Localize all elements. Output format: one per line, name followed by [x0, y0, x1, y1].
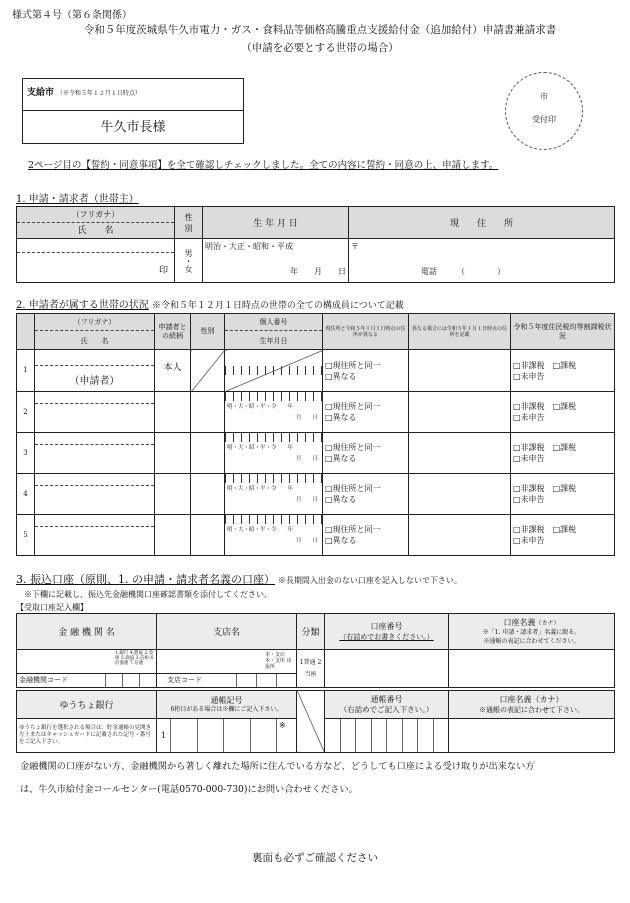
era-options: 明・大・昭・平・令 年 [227, 445, 294, 451]
account-no-label: 口座番号 [370, 621, 403, 631]
member-id-birth-field[interactable] [225, 392, 323, 433]
yucho-void-cell [297, 691, 325, 753]
table-row [17, 433, 615, 474]
holder-note2: ※通帳の表記に合わせてください。 [483, 637, 580, 645]
bank-name-field[interactable] [17, 650, 157, 688]
opt-unfiled[interactable]: □未申告 [513, 371, 545, 381]
sex-label: 性 別 [175, 207, 203, 239]
opt-tax[interactable]: □課税 [552, 484, 577, 493]
md-label: 月 日 [295, 538, 318, 544]
postal-mark: 〒 [351, 242, 359, 251]
household-table [16, 313, 615, 556]
hh-furigana-label: （フリガナ） [35, 318, 154, 331]
seal-mark: 印 [158, 266, 168, 276]
holder-kana: （カナ） [535, 619, 560, 627]
member-id-birth-field[interactable] [225, 515, 323, 556]
applicant-marker: （申請者） [69, 376, 120, 387]
relation-field[interactable] [155, 433, 191, 474]
back-note: 裏面も必ずご確認ください [252, 852, 378, 864]
footer-para1: 金融機関の口座がない方、金融機関から著しく離れた場所に住んでいる方など、どうしても口座による受け取りが出来ない方 [20, 761, 535, 772]
address-field[interactable] [349, 239, 615, 283]
other-address-field[interactable] [409, 474, 511, 515]
branch-label: 支店名 [157, 614, 297, 650]
holder-field[interactable] [449, 650, 615, 688]
table-row [17, 392, 615, 433]
tsucho-no-field[interactable] [325, 719, 449, 753]
account-no-note: （右詰めでお書きください。） [339, 632, 434, 641]
table-row [17, 474, 615, 515]
table-row [17, 515, 615, 556]
section2-heading-line [16, 296, 404, 311]
relation-field[interactable] [155, 515, 191, 556]
footer-para2: は、牛久市給付金コールセンター(電話0570-000-730)にお問い合わせください。 [20, 784, 358, 795]
sex-options[interactable]: 男・女 [175, 239, 203, 283]
kigo-field[interactable] [157, 719, 297, 753]
row-number: 4 [17, 474, 35, 515]
opt-nontax[interactable]: □非課税 [513, 525, 545, 534]
hh-sex-label: 性別 [191, 314, 225, 350]
hh-name-label: 氏 名 [80, 336, 109, 345]
branch-code-label: 支店コード [167, 676, 202, 684]
opt-unfiled[interactable]: □未申告 [513, 536, 545, 545]
yucho-holder-label: 口座名義（カナ） [499, 694, 564, 704]
other-address-field[interactable] [409, 433, 511, 474]
era-options: 明治・大正・昭和・平成 [205, 242, 293, 251]
opt-nontax[interactable]: □非課税 [513, 360, 545, 370]
relation-field[interactable] [155, 474, 191, 515]
reception-stamp [505, 72, 583, 150]
member-name-field[interactable] [35, 392, 155, 433]
sex-field[interactable] [191, 392, 225, 433]
opt-diff-address[interactable]: □異なる [325, 371, 357, 381]
row-number: 1 [17, 350, 35, 392]
opt-same-address[interactable]: □現住所と同一 [325, 525, 381, 534]
birth-field[interactable] [203, 239, 349, 283]
yucho-holder-field[interactable] [449, 719, 615, 753]
addressee-box [22, 78, 244, 144]
row-number: 3 [17, 433, 35, 474]
row-number: 2 [17, 392, 35, 433]
applicant-name-field[interactable] [17, 239, 175, 283]
opt-diff-address[interactable]: □異なる [325, 495, 357, 504]
account-bracket-label: 【受取口座記入欄】 [16, 603, 88, 612]
kigo-note: 6桁目がある場合は※欄にご記入下さい。 [170, 705, 283, 713]
opt-unfiled[interactable]: □未申告 [513, 454, 545, 463]
holder-label: 口座名義 [503, 617, 536, 627]
account-no-field[interactable] [325, 650, 449, 688]
form-number: 様式第４号（第６条関係） [12, 10, 132, 21]
member-id-field[interactable] [225, 350, 323, 392]
birth-label: 生 年 月 日 [203, 207, 349, 239]
opt-diff-address[interactable]: □異なる [325, 536, 357, 545]
member-name-field[interactable] [35, 515, 155, 556]
other-address-field[interactable] [409, 350, 511, 392]
section3-subnote: ※下欄に記載し、振込先金融機関口座確認書類を添付してください。 [24, 590, 272, 599]
opt-diff-address[interactable]: □異なる [325, 413, 357, 422]
opt-tax[interactable]: □課税 [552, 360, 577, 370]
sex-field[interactable] [191, 515, 225, 556]
branch-kind-options: 本・支店 本・支所 出張所 [265, 652, 292, 670]
opt-unfiled[interactable]: □未申告 [513, 495, 545, 504]
name-label: 氏 名 [77, 226, 114, 236]
hh-relation-label: 申請者との続柄 [155, 314, 191, 350]
confirm-statement: 2ページ目の【誓約・同意事項】を全て確認しチェックしました。全ての内容に誓約・同意の上、申請します。 [28, 160, 499, 171]
relation-self: 本人 [155, 350, 191, 392]
ymd-label: 年 月 日 [290, 267, 346, 276]
era-options: 明・大・昭・平・令 年 [227, 486, 294, 492]
yucho-instructions: ゆうちょ銀行を選択される場合は、貯金通帳の見開き左上またはキャッシュカードに記載された記号・番号をご記入下さい。 [17, 719, 157, 753]
opt-unfiled[interactable]: □未申告 [513, 413, 545, 422]
row-number: 5 [17, 515, 35, 556]
sex-field[interactable] [191, 433, 225, 474]
member-id-birth-field[interactable] [225, 433, 323, 474]
opt-tax[interactable]: □課税 [552, 402, 577, 411]
md-label: 月 日 [295, 415, 318, 421]
opt-diff-address[interactable]: □異なる [325, 454, 357, 463]
bank-code-label: 金融機関コード [19, 676, 68, 684]
kigo-prefix: 1 [157, 719, 171, 752]
sex-cell-void [191, 350, 225, 392]
member-name-field[interactable] [35, 474, 155, 515]
section3-heading-line [16, 571, 462, 587]
section3-heading: 3. 振込口座（原則、1. の申請・請求者名義の口座） [16, 573, 275, 586]
holder-note1: ※「1. 申請・請求者」名義に限る。 [482, 628, 581, 636]
form-subtitle: （申請を必要とする世帯の場合） [241, 42, 399, 54]
yucho-label: ゆうちょ銀行 [17, 691, 157, 719]
bank-kind-options: 1.銀行 4.農協 2.金庫 5.漁協 3.信組 6.信漁連 7.信連 [115, 651, 155, 666]
hh-id-label: 個人番号 [225, 318, 322, 331]
type-options[interactable]: 1普通 2当座 [297, 650, 325, 688]
table-row [17, 350, 615, 392]
addressee-note: （※令和５年１２月１日時点） [56, 90, 141, 97]
era-options: 明・大・昭・平・令 年 [227, 404, 294, 410]
address-label: 現 住 所 [349, 207, 615, 239]
bank-table [16, 613, 615, 688]
member-id-birth-field[interactable] [225, 474, 323, 515]
era-options: 明・大・昭・平・令 年 [227, 527, 294, 533]
md-label: 月 日 [295, 456, 318, 462]
section3-note: ※長期間入出金のない口座を記入しないで下さい。 [277, 576, 462, 585]
opt-nontax[interactable]: □非課税 [513, 443, 545, 452]
opt-same-address[interactable]: □現住所と同一 [325, 443, 381, 452]
addressee-name: 牛久市長様 [100, 120, 166, 135]
addressee-label: 支給市 [27, 88, 55, 98]
hh-other-address-label: 異なる場合には令和５年１月１日時点の住所を記載 [409, 314, 511, 350]
hh-tax-label: 令和５年度住民税均等割課税状況 [511, 314, 615, 350]
other-address-field[interactable] [409, 392, 511, 433]
furigana-label: （フリガナ） [17, 209, 174, 223]
phone-label: 電話 （ ） [421, 267, 505, 276]
yucho-table [16, 690, 615, 753]
tsucho-no-label: 通帳番号 [370, 694, 403, 704]
md-label: 月 日 [295, 497, 318, 503]
kigo-label: 通帳記号 [210, 695, 243, 705]
hh-birth-label: 生年月日 [259, 336, 288, 345]
stamp-bottom: 受付印 [532, 115, 556, 124]
bank-name-label: 金 融 機 関 名 [17, 614, 157, 650]
opt-same-address[interactable]: □現住所と同一 [325, 484, 381, 493]
opt-same-address[interactable]: □現住所と同一 [325, 360, 381, 370]
opt-tax[interactable]: □課税 [552, 443, 577, 452]
section2-heading: 2. 申請者が属する世帯の状況 [16, 300, 149, 311]
other-address-field[interactable] [409, 515, 511, 556]
yucho-holder-note: ※通帳の表記に合わせて下さい。 [479, 705, 584, 714]
stamp-top: 市 [540, 92, 548, 101]
type-label: 分類 [297, 614, 325, 650]
member-name-field[interactable] [35, 350, 155, 392]
section1-heading: 1. 申請・請求者（世帯主） [16, 194, 139, 205]
branch-field[interactable] [157, 650, 297, 688]
hh-same-address-label: 現住所と令和５年１月１日時点の住所が異なる [323, 314, 409, 350]
tsucho-no-note: （右詰めでご記入下さい。） [339, 704, 434, 714]
opt-same-address[interactable]: □現住所と同一 [325, 402, 381, 411]
section2-note: ※令和５年１２月１日時点の世帯の全ての構成員について記載 [151, 301, 404, 311]
applicant-table [16, 206, 615, 283]
member-name-field[interactable] [35, 433, 155, 474]
relation-field[interactable] [155, 392, 191, 433]
sex-field[interactable] [191, 474, 225, 515]
opt-tax[interactable]: □課税 [552, 525, 577, 534]
opt-nontax[interactable]: □非課税 [513, 402, 545, 411]
opt-nontax[interactable]: □非課税 [513, 484, 545, 493]
kigo-asterisk: ※ [276, 719, 296, 752]
form-title: 令和５年度茨城県牛久市電力・ガス・食料品等価格高騰重点支援給付金（追加給付）申請書兼請求書 [83, 24, 557, 36]
